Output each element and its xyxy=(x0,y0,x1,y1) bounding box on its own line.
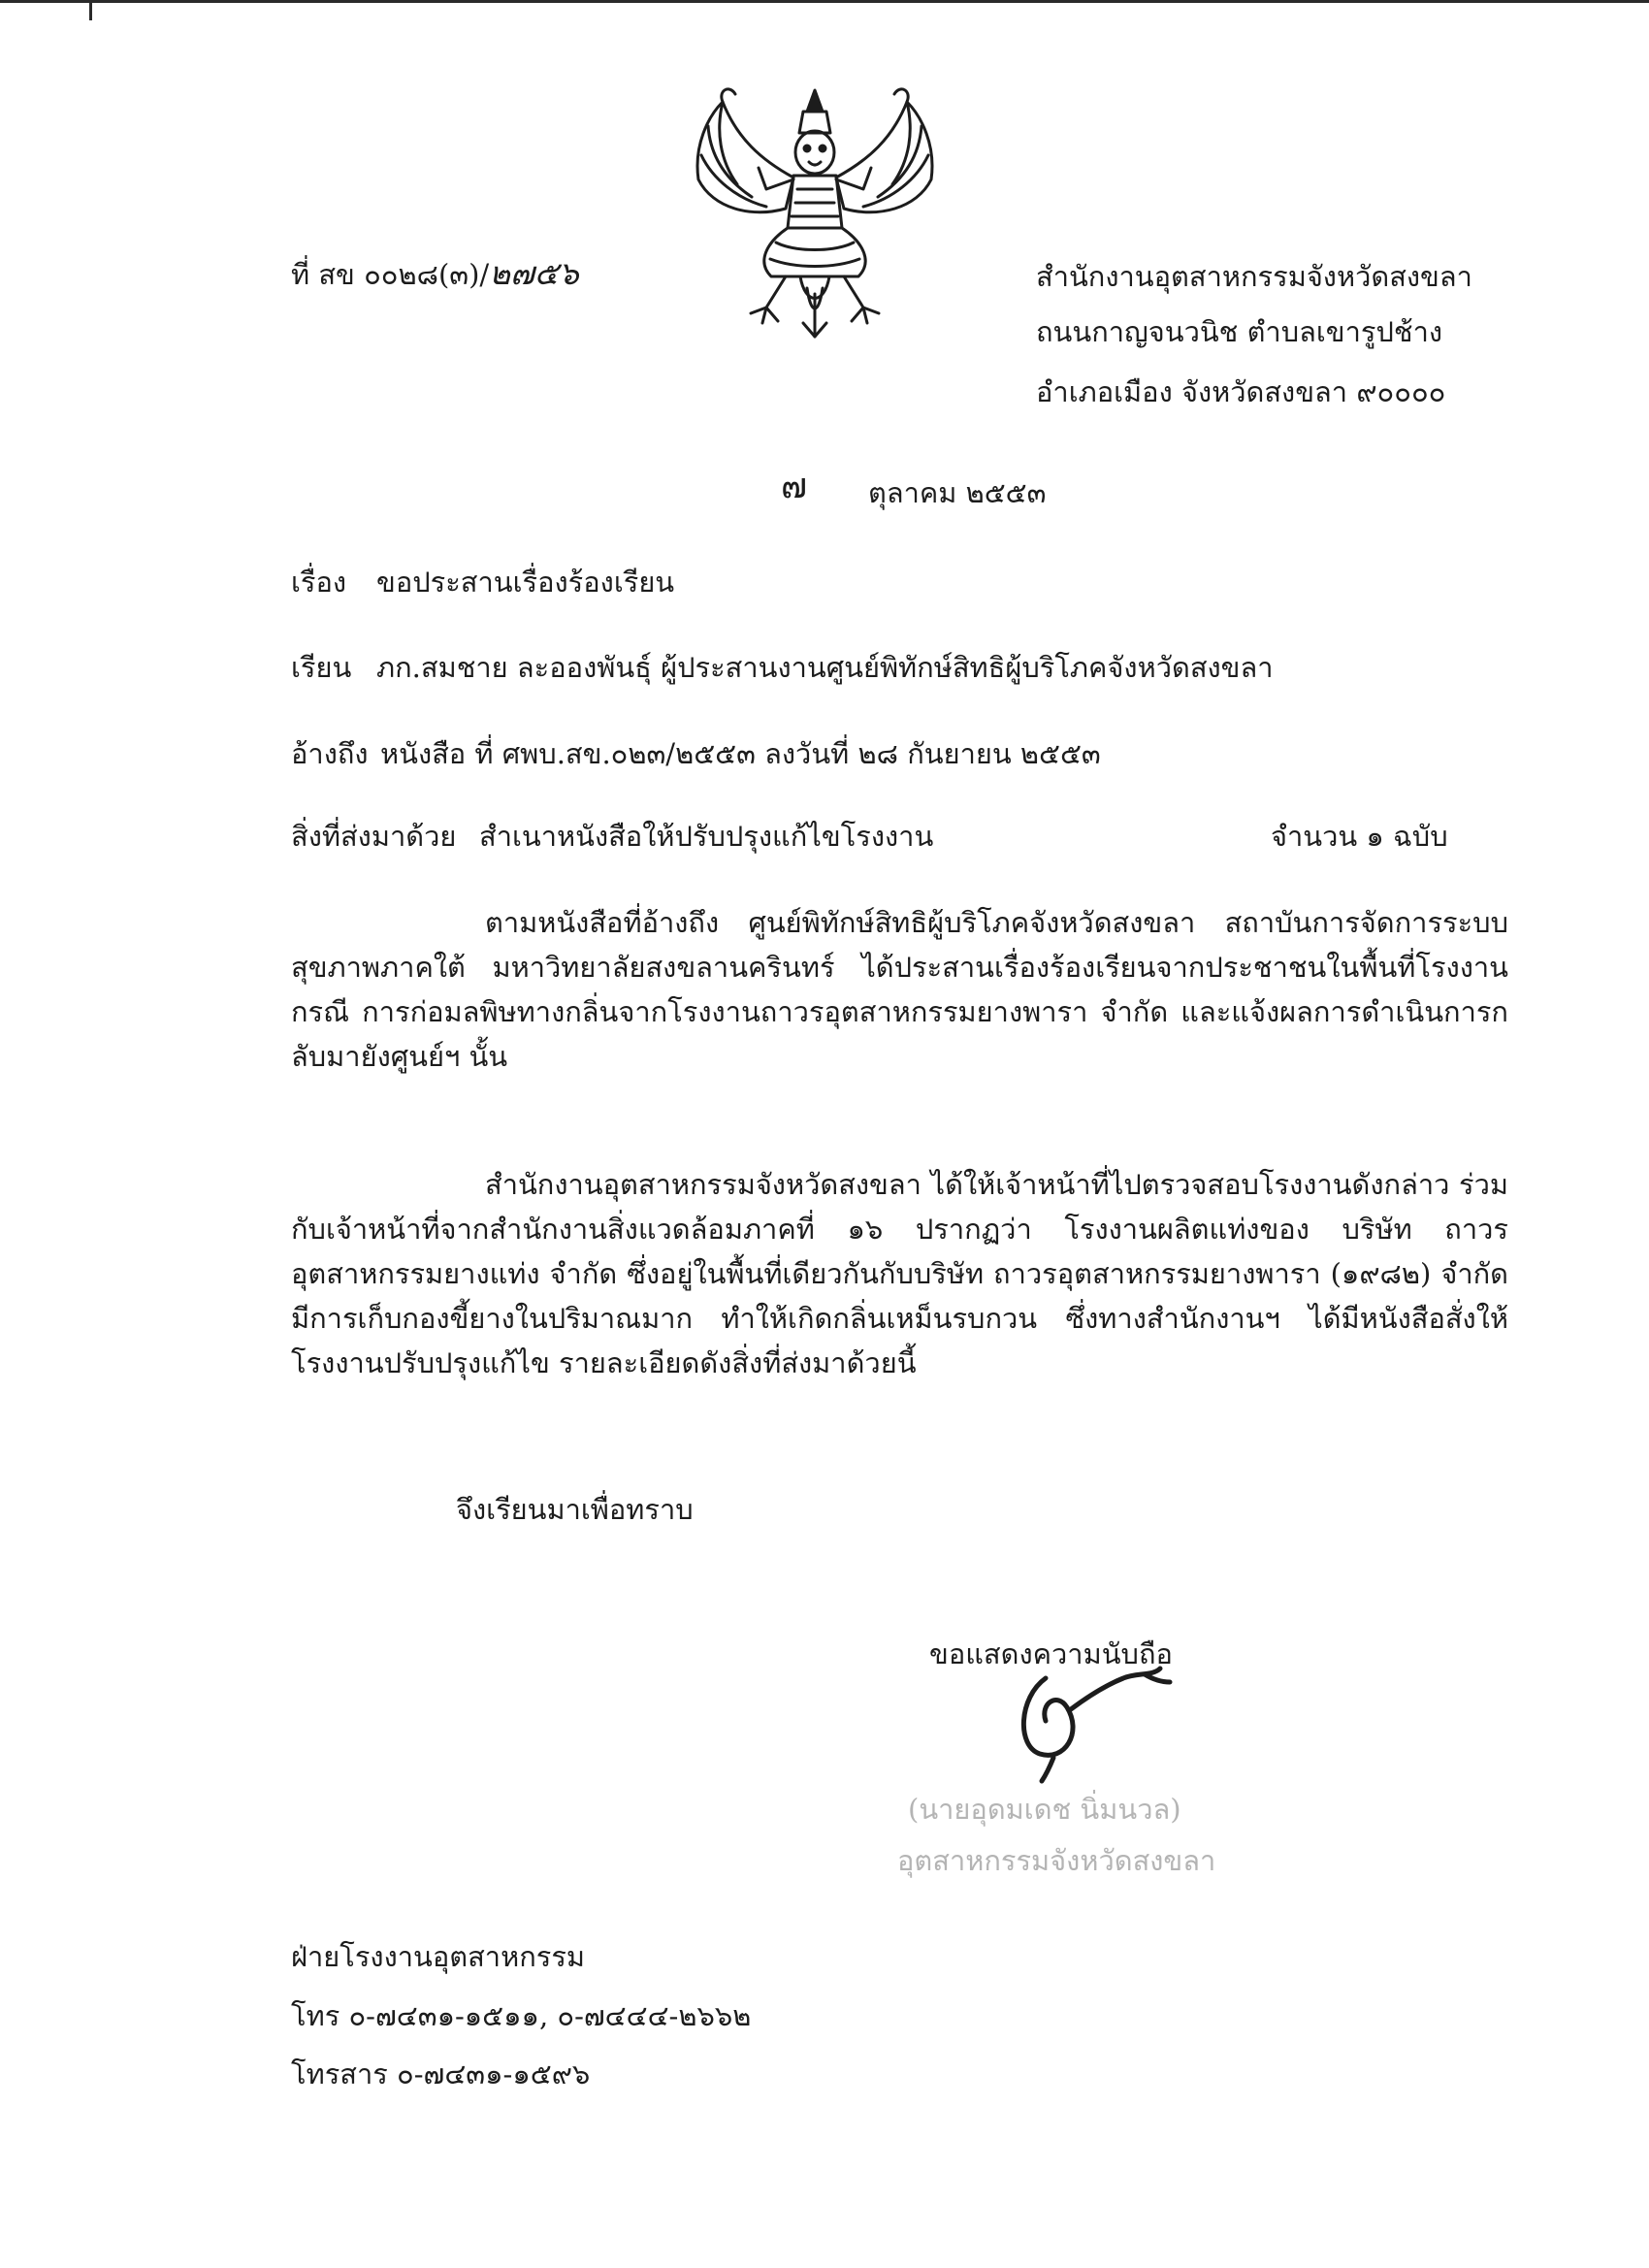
handwritten-signature xyxy=(989,1639,1183,1785)
enclosure-label: สิ่งที่ส่งมาด้วย xyxy=(291,820,457,853)
reference-number xyxy=(291,254,579,294)
office-address-line1: สำนักงานอุตสาหกรรมจังหวัดสงขลา xyxy=(1036,260,1472,293)
signatory-name: (นายอุดมเดช นิ่มนวล) xyxy=(908,1793,1181,1826)
closing-sentence: จึงเรียนมาเพื่อทราบ xyxy=(456,1493,694,1526)
enclosure-value: สำเนาหนังสือให้ปรับปรุงแก้ไขโรงงาน xyxy=(479,820,934,853)
office-address-line2: ถนนกาญจนวนิช ตำบลเขารูปช้าง xyxy=(1036,315,1443,348)
date-day-handwritten: ๗ xyxy=(781,467,808,506)
scan-top-tick xyxy=(89,3,92,20)
garuda-emblem-icon xyxy=(669,82,960,344)
body-paragraph-2: สำนักงานอุตสาหกรรมจังหวัดสงขลา ได้ให้เจ้าหน้าที่ไปตรวจสอบโรงงานดังกล่าว ร่วมกับเจ้าหน้าที่จากสำนักงานสิ่งแวดล้อมภาคที่ ๑๖ ปรากฏว่า โรงงานผลิตแท่งของ บริษัท ถาวรอุตสาหกรรมยางแท่ง จำกัด ซึ่งอยู่ในพื้นที่เดียวกันกับบริษัท ถาวรอุตสาหกรรมยางพารา (๑๙๘๒) จำกัด มีการเก็บกองขี้ยางในปริมาณมาก ทำให้เกิดกลิ่นเหม็นรบกวน ซึ่งทางสำนักงานฯ ได้มีหนังสือสั่งให้โรงงานปรับปรุงแก้ไข รายละเอียดดังสิ่งที่ส่งมาด้วยนี้ xyxy=(291,1168,1508,1379)
footer-department: ฝ่ายโรงงานอุตสาหกรรม xyxy=(291,1940,586,1973)
reference-prefix: ที่ สข ๐๐๒๘(๓)/ xyxy=(291,258,490,291)
letter-body-2 xyxy=(291,1162,1508,1385)
subject-value: ขอประสานเรื่องร้องเรียน xyxy=(376,566,675,599)
footer-phone: โทร ๐-๗๔๓๑-๑๕๑๑, ๐-๗๔๔๔-๒๖๖๒ xyxy=(291,1999,752,2032)
footer-fax: โทรสาร ๐-๗๔๓๑-๑๕๙๖ xyxy=(291,2057,591,2090)
enclosure-count: จำนวน ๑ ฉบับ xyxy=(1271,820,1448,853)
regards-line: ขอแสดงความนับถือ xyxy=(929,1637,1173,1670)
office-address-line3: อำเภอเมือง จังหวัดสงขลา ๙๐๐๐๐ xyxy=(1036,375,1446,408)
reference-label: อ้างถึง xyxy=(291,737,369,770)
signatory-position: อุตสาหกรรมจังหวัดสงขลา xyxy=(897,1844,1216,1877)
subject-label: เรื่อง xyxy=(291,566,347,599)
body-paragraph-1: ตามหนังสือที่อ้างถึง ศูนย์พิทักษ์สิทธิผู้บริโภคจังหวัดสงขลา สถาบันการจัดการระบบสุขภาพภาคใต้ มหาวิทยาลัยสงขลานครินทร์ ได้ประสานเรื่องร้องเรียนจากประชาชนในพื้นที่โรงงาน กรณี การก่อมลพิษทางกลิ่นจากโรงงานถาวรอุตสาหกรรมยางพารา จำกัด และแจ้งผลการดำเนินการกลับมายังศูนย์ฯ นั้น xyxy=(291,906,1508,1073)
letter-body xyxy=(291,900,1508,1079)
scan-top-border xyxy=(0,0,1649,3)
recipient-label: เรียน xyxy=(291,651,352,684)
letter-date: ตุลาคม ๒๕๕๓ xyxy=(868,476,1047,509)
reference-value: หนังสือ ที่ ศพบ.สข.๐๒๓/๒๕๕๓ ลงวันที่ ๒๘ กันยายน ๒๕๕๓ xyxy=(380,737,1101,770)
reference-handwritten-number: ๒๗๕๖ xyxy=(489,254,579,292)
recipient-value: ภก.สมชาย ละอองพันธุ์ ผู้ประสานงานศูนย์พิทักษ์สิทธิผู้บริโภคจังหวัดสงขลา xyxy=(376,651,1274,684)
